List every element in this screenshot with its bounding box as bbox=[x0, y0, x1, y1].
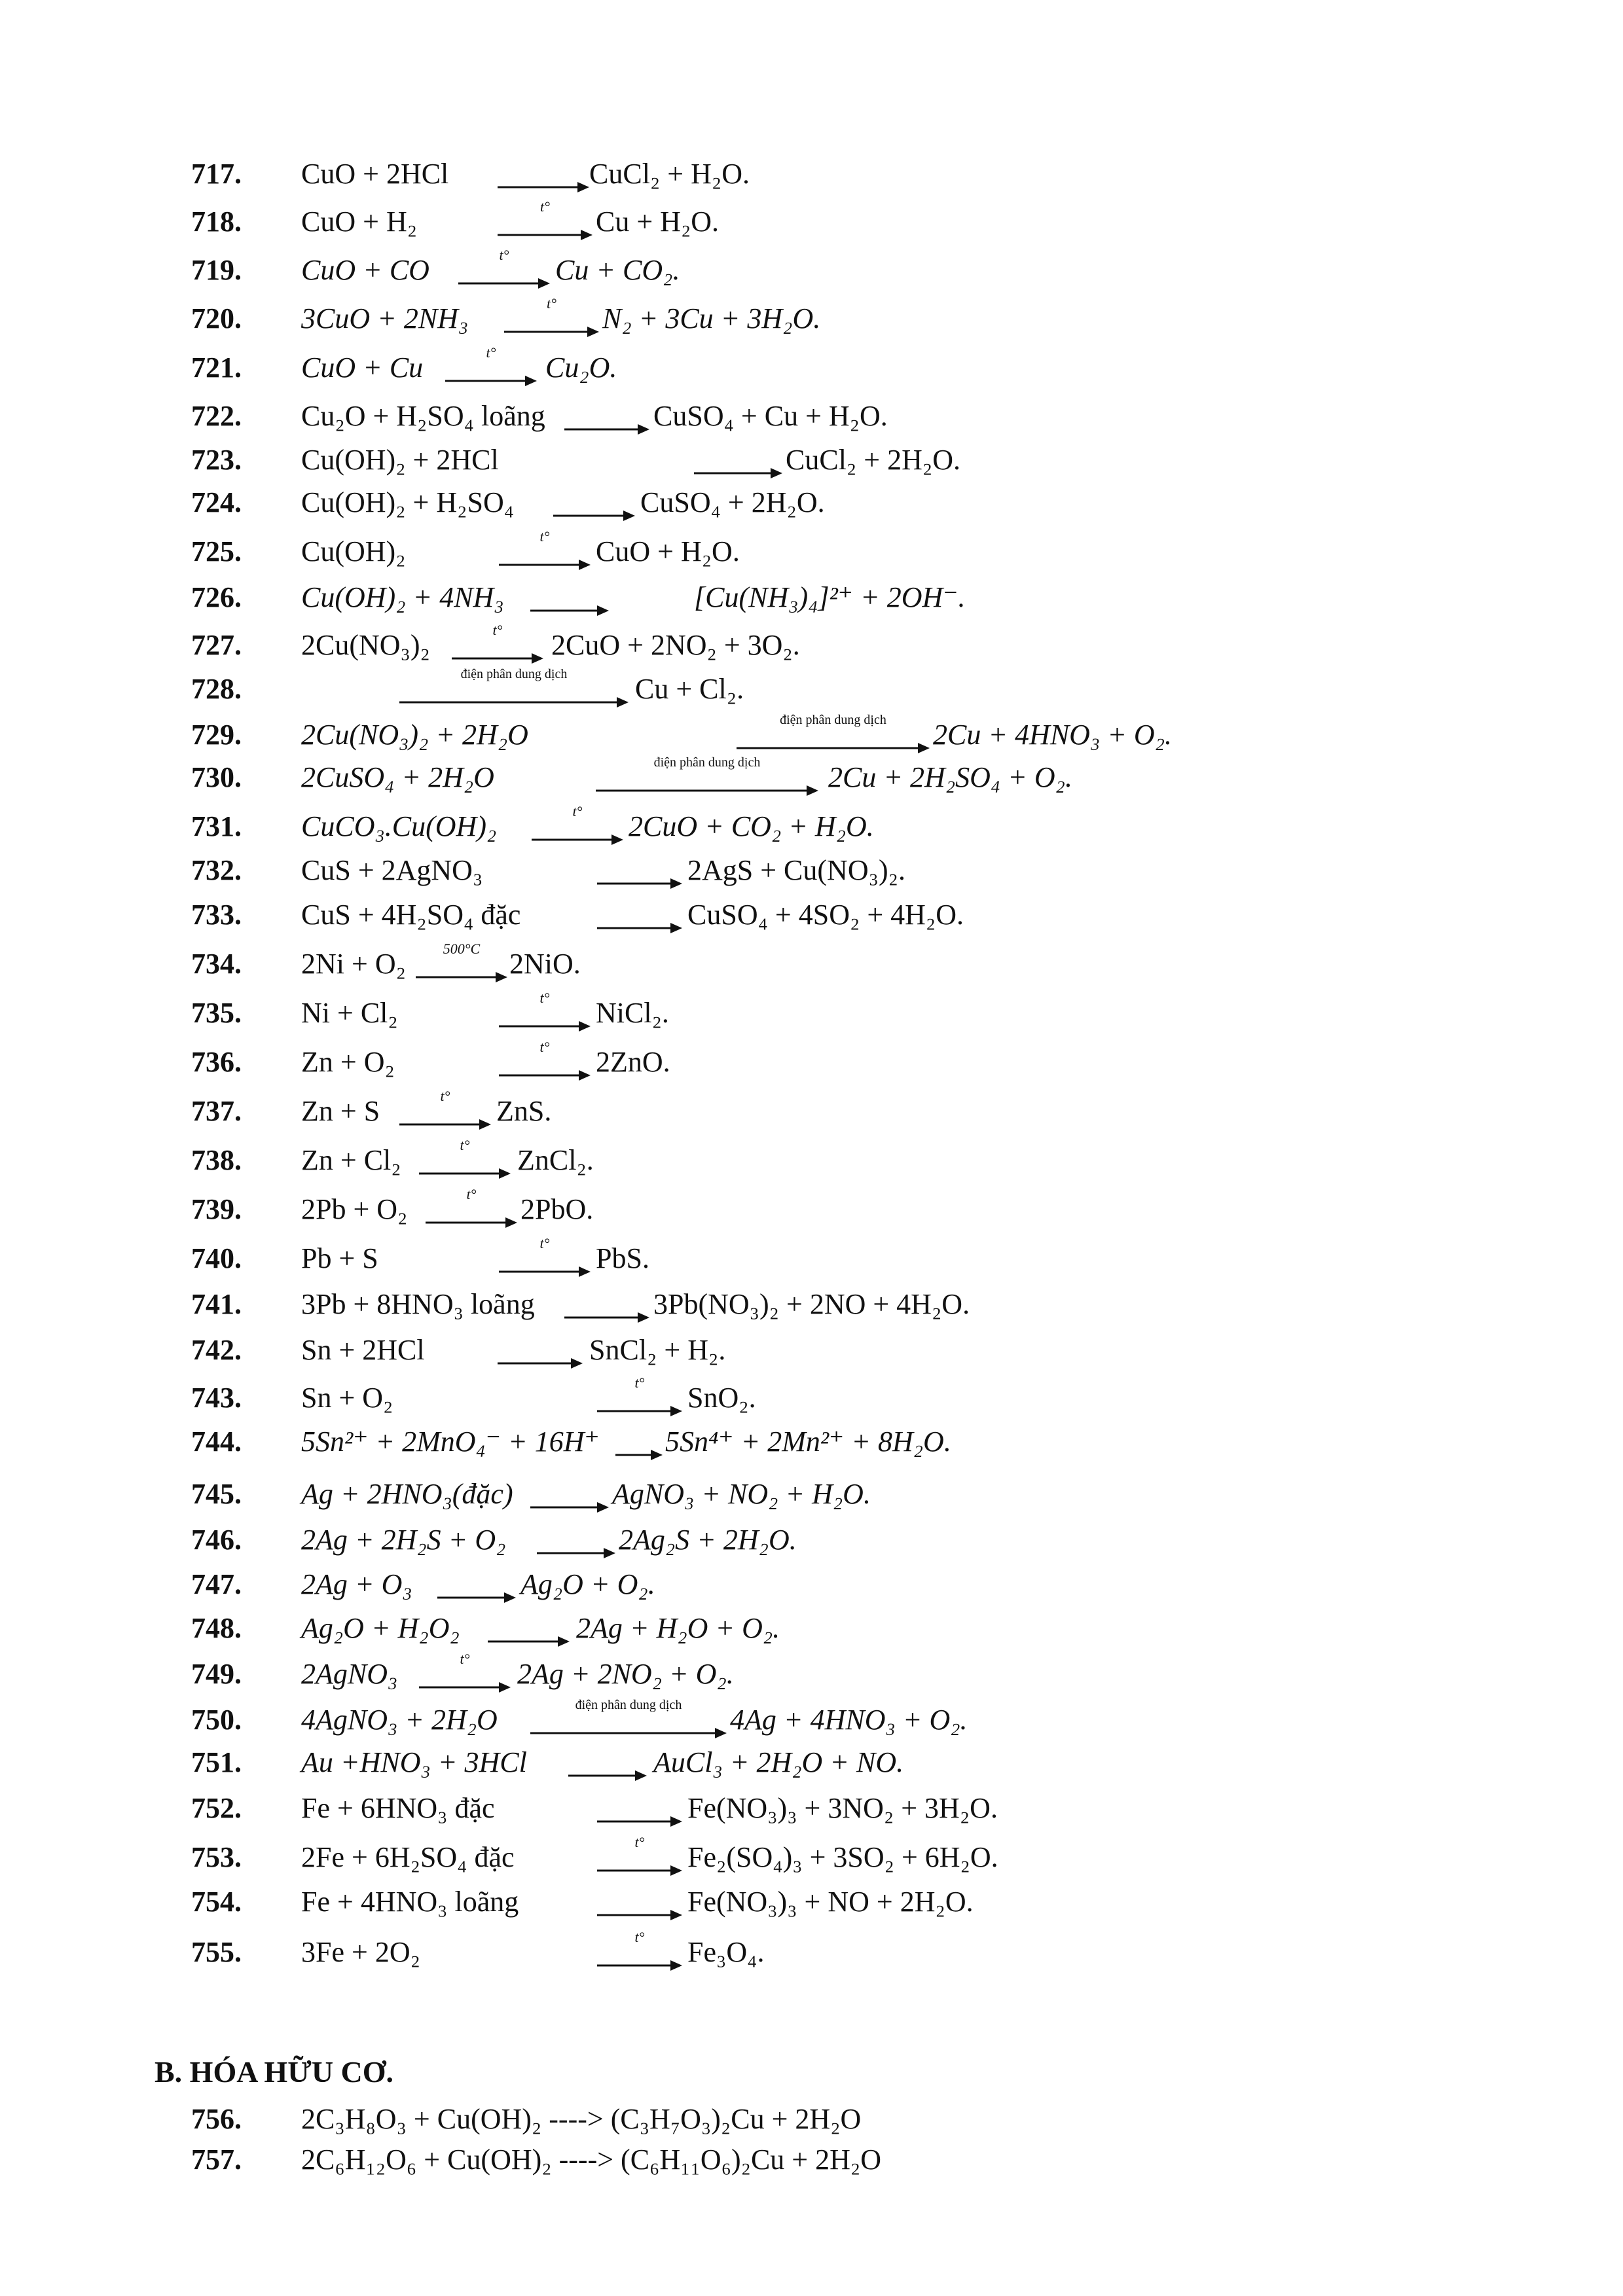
reactants: 3Fe + 2O₂ bbox=[301, 1936, 420, 1968]
reaction-arrow-icon bbox=[597, 1374, 682, 1418]
reaction-row bbox=[0, 1417, 1623, 1467]
reaction-arrow-icon bbox=[437, 1565, 516, 1604]
reaction-row bbox=[0, 478, 1623, 528]
reaction-condition: t° bbox=[572, 803, 583, 819]
reaction-arrow-icon bbox=[597, 1834, 682, 1877]
products: 2NiO. bbox=[509, 948, 581, 980]
reaction-condition: điện phân dung dịch bbox=[653, 755, 761, 770]
products: [Cu(NH₃)₄]²⁺ + 2OH⁻. bbox=[694, 581, 966, 613]
reaction-number: 757. bbox=[191, 2144, 242, 2176]
reactants: Pb + S bbox=[301, 1242, 378, 1274]
reactants: CuO + Cu bbox=[301, 351, 424, 384]
reaction-arrow-icon bbox=[458, 247, 550, 290]
reaction-row bbox=[0, 573, 1623, 622]
reaction-number: 748. bbox=[191, 1612, 242, 1644]
reaction-condition: t° bbox=[634, 1834, 645, 1850]
reaction-arrow-icon bbox=[504, 295, 599, 338]
reaction-number: 720. bbox=[191, 302, 242, 334]
reaction-row bbox=[0, 664, 1623, 714]
products: AgNO₃ + NO₂ + H₂O. bbox=[612, 1478, 871, 1510]
reactants: CuS + 4H₂SO₄ đặc bbox=[301, 899, 521, 931]
products: Cu + H₂O. bbox=[596, 206, 720, 238]
products: 4Ag + 4HNO₃ + O₂. bbox=[730, 1704, 968, 1736]
reaction-number: 730. bbox=[191, 761, 242, 793]
reaction-condition: t° bbox=[539, 1235, 550, 1251]
products: 2Ag + 2NO₂ + O₂. bbox=[517, 1658, 734, 1690]
reaction-arrow-icon bbox=[419, 1137, 511, 1180]
reaction-row bbox=[0, 846, 1623, 895]
reaction-condition: t° bbox=[466, 1186, 477, 1202]
products: Fe₂(SO₄)₃ + 3SO₂ + 6H₂O. bbox=[687, 1841, 998, 1873]
reaction-arrow-icon bbox=[537, 1520, 615, 1560]
reactants: Fe + 4HNO₃ loãng bbox=[301, 1886, 519, 1918]
reaction-condition: t° bbox=[634, 1929, 645, 1945]
products: CuO + H₂O. bbox=[596, 535, 740, 567]
reaction-number: 738. bbox=[191, 1144, 242, 1176]
reaction-number: 735. bbox=[191, 997, 242, 1029]
reactants: 2Ni + O₂ bbox=[301, 948, 406, 980]
reaction-arrow-icon bbox=[426, 1186, 517, 1229]
reaction-arrow-icon bbox=[532, 803, 623, 846]
products: Cu + CO₂. bbox=[555, 254, 680, 286]
reaction-row bbox=[0, 1280, 1623, 1329]
reaction-number: 749. bbox=[191, 1658, 242, 1690]
reaction-arrow-icon bbox=[530, 1475, 609, 1514]
reaction-number: 726. bbox=[191, 581, 242, 613]
section-heading: B. HÓA HỮU CƠ. bbox=[155, 2055, 394, 2089]
reaction-number: 717. bbox=[191, 158, 242, 190]
reaction-number: 733. bbox=[191, 899, 242, 931]
reaction-number: 734. bbox=[191, 948, 242, 980]
reaction-number: 737. bbox=[191, 1095, 242, 1127]
products: 2CuO + 2NO₂ + 3O₂. bbox=[551, 629, 800, 661]
products: 2Cu + 4HNO₃ + O₂. bbox=[933, 719, 1172, 751]
reaction-row bbox=[0, 1515, 1623, 1565]
reactants: 2Ag + 2H₂S + O₂ bbox=[301, 1524, 506, 1556]
reaction-arrow-icon bbox=[419, 1651, 511, 1694]
reaction-arrow-icon bbox=[694, 440, 782, 480]
reactants: CuO + CO bbox=[301, 254, 429, 286]
reaction-row bbox=[0, 802, 1623, 852]
reaction-arrow-icon bbox=[499, 990, 591, 1033]
reaction-arrow-icon bbox=[499, 1039, 591, 1082]
reaction-row bbox=[0, 1185, 1623, 1234]
reaction-condition: t° bbox=[486, 344, 496, 361]
reaction-row bbox=[0, 939, 1623, 989]
reaction-condition: t° bbox=[460, 1137, 470, 1153]
products: SnO₂. bbox=[687, 1382, 756, 1414]
reaction-row bbox=[0, 197, 1623, 247]
reaction-condition: điện phân dung dịch bbox=[575, 1698, 682, 1712]
reactants: Cu₂O + H₂SO₄ loãng bbox=[301, 400, 545, 432]
reaction-number: 718. bbox=[191, 206, 242, 238]
reaction-condition: điện phân dung dịch bbox=[460, 667, 568, 681]
reactants: Cu(OH)₂ bbox=[301, 535, 406, 567]
reaction-number: 731. bbox=[191, 810, 242, 842]
reaction-row bbox=[0, 343, 1623, 393]
products: Fe(NO₃)₃ + 3NO₂ + 3H₂O. bbox=[687, 1792, 998, 1824]
reaction-row bbox=[0, 245, 1623, 295]
products: 5Sn⁴⁺ + 2Mn²⁺ + 8H₂O. bbox=[665, 1426, 951, 1458]
reaction-arrow-icon bbox=[597, 895, 682, 935]
products: CuSO₄ + 4SO₂ + 4H₂O. bbox=[687, 899, 964, 931]
reaction-equation: 2C₃H₈O₃ + Cu(OH)₂ ----> (C₃H₇O₃)₂Cu + 2H₂O bbox=[301, 2103, 862, 2135]
reaction-row bbox=[0, 1833, 1623, 1882]
reaction-condition: t° bbox=[540, 198, 550, 215]
reaction-row bbox=[0, 1784, 1623, 1833]
reaction-arrow-icon bbox=[399, 667, 629, 709]
reactants: Cu(OH)₂ + H₂SO₄ bbox=[301, 486, 515, 518]
reaction-arrow-icon bbox=[499, 1235, 591, 1278]
reactants: Cu(OH)₂ + 4NH₃ bbox=[301, 581, 504, 613]
reaction-row bbox=[0, 1877, 1623, 1927]
reactants: 5Sn²⁺ + 2MnO₄⁻ + 16H⁺ bbox=[301, 1426, 600, 1458]
reaction-row bbox=[0, 1738, 1623, 1787]
reaction-number: 736. bbox=[191, 1046, 242, 1078]
reaction-number: 756. bbox=[191, 2103, 242, 2135]
reaction-number: 755. bbox=[191, 1936, 242, 1968]
reaction-row bbox=[0, 1649, 1623, 1699]
reaction-number: 729. bbox=[191, 719, 242, 751]
reaction-number: 739. bbox=[191, 1193, 242, 1225]
reaction-condition: t° bbox=[539, 990, 550, 1006]
reaction-row bbox=[0, 391, 1623, 441]
reaction-number: 745. bbox=[191, 1478, 242, 1510]
reaction-row bbox=[0, 294, 1623, 344]
products: ZnCl₂. bbox=[517, 1144, 594, 1176]
reaction-number: 723. bbox=[191, 444, 242, 476]
reaction-arrow-icon bbox=[596, 755, 818, 797]
reactants: 3CuO + 2NH₃ bbox=[301, 302, 469, 334]
reaction-condition: t° bbox=[539, 1039, 550, 1055]
reactants: 2CuSO₄ + 2H₂O bbox=[301, 761, 494, 793]
products: 2Cu + 2H₂SO₄ + O₂. bbox=[828, 761, 1072, 793]
reaction-number: 747. bbox=[191, 1568, 242, 1600]
reactants: 2Cu(NO₃)₂ bbox=[301, 629, 430, 661]
products: CuSO₄ + 2H₂O. bbox=[640, 486, 825, 518]
reactants: Au +HNO₃ + 3HCl bbox=[301, 1746, 527, 1778]
reaction-arrow-icon bbox=[488, 1609, 570, 1648]
reactants: 2Ag + O₃ bbox=[301, 1568, 412, 1600]
reaction-row bbox=[0, 890, 1623, 940]
reactants: Fe + 6HNO₃ đặc bbox=[301, 1792, 495, 1824]
reactants: Sn + O₂ bbox=[301, 1382, 393, 1414]
reaction-condition: t° bbox=[539, 528, 550, 545]
reaction-row bbox=[0, 1086, 1623, 1136]
reaction-number: 751. bbox=[191, 1746, 242, 1778]
reaction-condition: 500°C bbox=[443, 941, 481, 957]
reaction-condition: t° bbox=[492, 622, 503, 638]
reaction-arrow-icon bbox=[452, 622, 543, 665]
reaction-condition: điện phân dung dịch bbox=[780, 713, 886, 727]
products: N₂ + 3Cu + 3H₂O. bbox=[602, 302, 821, 334]
products: Cu + Cl₂. bbox=[635, 673, 744, 705]
reactants: CuO + 2HCl bbox=[301, 158, 449, 190]
products: PbS. bbox=[596, 1242, 649, 1274]
reaction-row bbox=[0, 988, 1623, 1038]
reaction-number: 727. bbox=[191, 629, 242, 661]
reaction-number: 752. bbox=[191, 1792, 242, 1824]
reaction-row bbox=[0, 1928, 1623, 1977]
products: 2PbO. bbox=[520, 1193, 594, 1225]
reaction-number: 741. bbox=[191, 1288, 242, 1320]
products: 2Ag + H₂O + O₂. bbox=[576, 1612, 780, 1644]
reaction-condition: t° bbox=[440, 1088, 450, 1104]
reaction-arrow-icon bbox=[498, 154, 589, 194]
reaction-number: 746. bbox=[191, 1524, 242, 1556]
products: CuCl₂ + 2H₂O. bbox=[786, 444, 960, 476]
products: Fe(NO₃)₃ + NO + 2H₂O. bbox=[687, 1886, 974, 1918]
reaction-arrow-icon bbox=[399, 1088, 491, 1131]
products: Cu₂O. bbox=[545, 351, 617, 384]
reactants: 3Pb + 8HNO₃ loãng bbox=[301, 1288, 535, 1320]
reaction-number: 754. bbox=[191, 1886, 242, 1918]
reaction-arrow-icon bbox=[564, 1285, 649, 1324]
products: CuSO₄ + Cu + H₂O. bbox=[653, 400, 888, 432]
reaction-arrow-icon bbox=[445, 344, 537, 387]
reaction-number: 743. bbox=[191, 1382, 242, 1414]
reaction-arrow-icon bbox=[564, 397, 649, 436]
reaction-number: 750. bbox=[191, 1704, 242, 1736]
products: AuCl₃ + 2H₂O + NO. bbox=[653, 1746, 904, 1778]
reactants: 2Cu(NO₃)₂ + 2H₂O bbox=[301, 719, 528, 751]
reaction-row bbox=[0, 527, 1623, 577]
reaction-arrow-icon bbox=[597, 1789, 682, 1828]
reaction-arrow-icon bbox=[530, 578, 609, 617]
products: 2AgS + Cu(NO₃)₂. bbox=[687, 854, 905, 886]
products: CuCl₂ + H₂O. bbox=[589, 158, 750, 190]
products: 2CuO + CO₂ + H₂O. bbox=[629, 810, 874, 842]
reactants: CuS + 2AgNO₃ bbox=[301, 854, 483, 886]
products: 2ZnO. bbox=[596, 1046, 670, 1078]
reaction-row bbox=[0, 1604, 1623, 1653]
reactants: 2Fe + 6H₂SO₄ đặc bbox=[301, 1841, 515, 1873]
reaction-arrow-icon bbox=[597, 1882, 682, 1922]
reactants: Zn + S bbox=[301, 1095, 380, 1127]
products: 3Pb(NO₃)₂ + 2NO + 4H₂O. bbox=[653, 1288, 970, 1320]
reaction-arrow-icon bbox=[499, 528, 591, 571]
reaction-row bbox=[0, 1325, 1623, 1375]
products: Fe₃O₄. bbox=[687, 1936, 765, 1968]
reaction-condition: t° bbox=[547, 295, 556, 312]
reaction-number: 721. bbox=[191, 351, 242, 384]
reaction-number: 719. bbox=[191, 254, 242, 286]
reaction-arrow-icon bbox=[530, 1700, 727, 1740]
reaction-number: 722. bbox=[191, 400, 242, 432]
reaction-number: 732. bbox=[191, 854, 242, 886]
reaction-arrow-icon bbox=[416, 941, 507, 984]
reaction-arrow-icon bbox=[737, 715, 930, 755]
reactants: 2AgNO₃ bbox=[301, 1658, 398, 1690]
products: SnCl₂ + H₂. bbox=[589, 1334, 726, 1366]
reactants: Ag + 2HNO₃(đặc) bbox=[301, 1478, 513, 1510]
reaction-row bbox=[0, 1234, 1623, 1283]
reaction-row bbox=[0, 149, 1623, 199]
reactants: 4AgNO₃ + 2H₂O bbox=[301, 1704, 498, 1736]
reactants: CuO + H₂ bbox=[301, 206, 418, 238]
reactants: Cu(OH)₂ + 2HCl bbox=[301, 444, 499, 476]
reaction-condition: t° bbox=[499, 247, 509, 263]
reactants: Sn + 2HCl bbox=[301, 1334, 425, 1366]
reaction-number: 742. bbox=[191, 1334, 242, 1366]
organic-reaction-row bbox=[0, 2135, 1623, 2185]
products: NiCl₂. bbox=[596, 997, 669, 1029]
reaction-number: 740. bbox=[191, 1242, 242, 1274]
reaction-row bbox=[0, 1136, 1623, 1185]
reaction-row bbox=[0, 1037, 1623, 1087]
products: ZnS. bbox=[496, 1095, 552, 1127]
reactants: Ni + Cl₂ bbox=[301, 997, 398, 1029]
reactants: CuCO₃.Cu(OH)₂ bbox=[301, 810, 497, 842]
products: Ag₂O + O₂. bbox=[520, 1568, 655, 1600]
reaction-arrow-icon bbox=[597, 1929, 682, 1972]
reaction-number: 725. bbox=[191, 535, 242, 567]
products: 2Ag₂S + 2H₂O. bbox=[619, 1524, 797, 1556]
reaction-arrow-icon bbox=[553, 483, 635, 522]
reaction-row bbox=[0, 1560, 1623, 1609]
reaction-row bbox=[0, 620, 1623, 670]
reaction-number: 744. bbox=[191, 1426, 242, 1458]
reactants: Zn + Cl₂ bbox=[301, 1144, 401, 1176]
reaction-row bbox=[0, 753, 1623, 802]
reaction-arrow-icon bbox=[597, 851, 682, 890]
reaction-arrow-icon bbox=[498, 198, 593, 242]
reaction-number: 724. bbox=[191, 486, 242, 518]
reaction-condition: t° bbox=[460, 1651, 470, 1667]
reaction-arrow-icon bbox=[568, 1743, 647, 1782]
reaction-row bbox=[0, 1469, 1623, 1519]
reactants: Ag₂O + H₂O₂ bbox=[301, 1612, 460, 1644]
reaction-number: 753. bbox=[191, 1841, 242, 1873]
reactants: Zn + O₂ bbox=[301, 1046, 395, 1078]
reaction-arrow-icon bbox=[498, 1331, 583, 1370]
reactants: 2Pb + O₂ bbox=[301, 1193, 408, 1225]
reaction-row bbox=[0, 1373, 1623, 1423]
reaction-number: 728. bbox=[191, 673, 242, 705]
reaction-condition: t° bbox=[634, 1374, 645, 1391]
reaction-equation: 2C₆H₁₂O₆ + Cu(OH)₂ ----> (C₆H₁₁O₆)₂Cu + 2H₂O bbox=[301, 2144, 881, 2176]
reaction-arrow-icon bbox=[615, 1422, 663, 1462]
